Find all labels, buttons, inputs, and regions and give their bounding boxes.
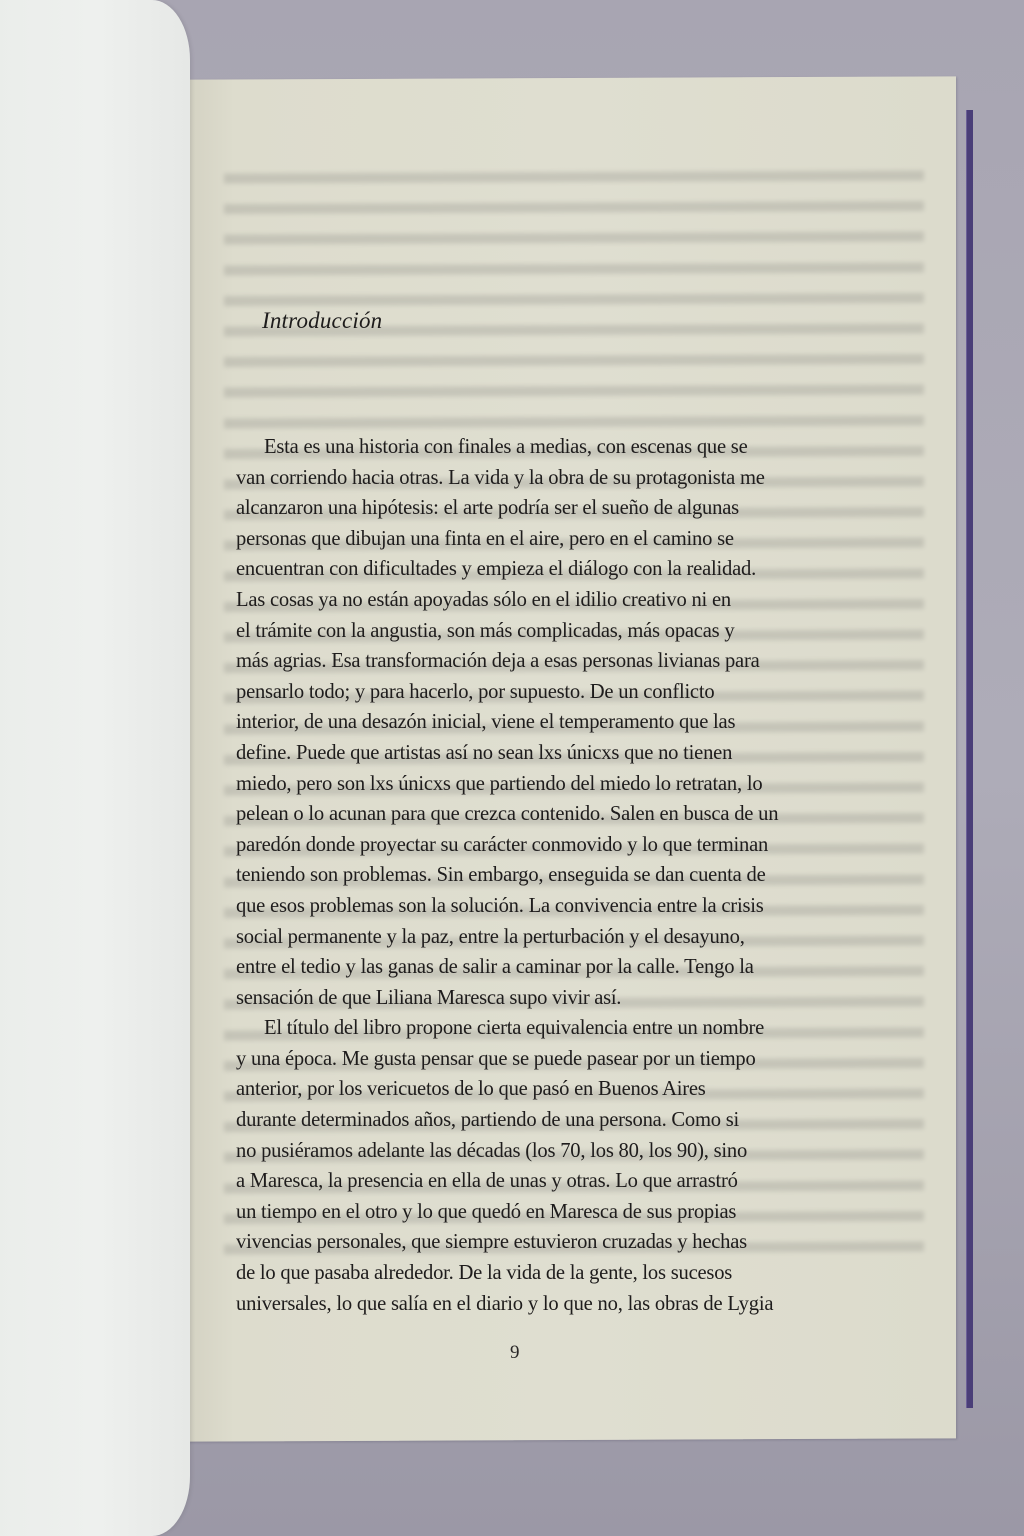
paragraph-1 [236,432,876,1013]
text-line: van corriendo hacia otras. La vida y la obra de su protagonista me [236,466,765,489]
text-line: que esos problemas son la solución. La convivencia entre la crisis [236,894,764,917]
text-line: más agrias. Esa transformación deja a esas personas livianas para [236,650,760,673]
page-number: 9 [510,1342,520,1363]
text-line: no pusiéramos adelante las décadas (los 70, los 80, los 90), sino [236,1139,748,1162]
text-line: define. Puede que artistas así no sean lxs únicxs que no tienen [236,741,733,764]
body-text [236,432,876,1319]
text-line: encuentran con dificultades y empieza el diálogo con la realidad. [236,558,757,581]
text-line: vivencias personales, que siempre estuvieron cruzadas y hechas [236,1231,747,1254]
text-line: miedo, pero son lxs únicxs que partiendo del miedo lo retratan, lo [236,772,763,795]
text-line: a Maresca, la presencia en ella de unas y otras. Lo que arrastró [236,1170,738,1193]
paragraph-2 [236,1013,876,1319]
text-line: pelean o lo acunan para que crezca contenido. Salen en busca de un [236,803,779,826]
text-line: personas que dibujan una finta en el aire, pero en el camino se [236,527,734,550]
text-line: Las cosas ya no están apoyadas sólo en el idilio creativo ni en [236,588,731,611]
text-line: un tiempo en el otro y lo que quedó en Maresca de sus propias [236,1200,737,1223]
text-line: el trámite con la angustia, son más complicadas, más opacas y [236,619,735,642]
text-line: y una época. Me gusta pensar que se puede pasear por un tiempo [236,1047,756,1070]
text-line: interior, de una desazón inicial, viene el temperamento que las [236,711,736,734]
text-line: universales, lo que salía en el diario y lo que no, las obras de Lygia [236,1292,774,1315]
text-line: pensarlo todo; y para hacerlo, por supuesto. De un conflicto [236,680,715,703]
text-line: paredón donde proyectar su carácter conmovido y lo que terminan [236,833,769,856]
text-line: sensación de que Liliana Maresca supo vivir así. [236,986,622,1009]
text-line: anterior, por los vericuetos de lo que pasó en Buenos Aires [236,1078,706,1101]
text-line: de lo que pasaba alrededor. De la vida de la gente, los sucesos [236,1262,733,1285]
chapter-heading: Introducción [262,308,383,333]
facing-page-curl [0,0,190,1536]
book-cover-edge [966,110,973,1408]
text-line: social permanente y la paz, entre la perturbación y el desayuno, [236,925,745,948]
text-line: entre el tedio y las ganas de salir a caminar por la calle. Tengo la [236,956,754,979]
text-line: durante determinados años, partiendo de una persona. Como si [236,1109,739,1132]
text-line: teniendo son problemas. Sin embargo, enseguida se dan cuenta de [236,864,766,887]
text-line: alcanzaron una hipótesis: el arte podría ser el sueño de algunas [236,497,739,520]
text-line: Esta es una historia con finales a medias, con escenas que se [264,436,748,458]
text-line: El título del libro propone cierta equivalencia entre un nombre [264,1017,765,1040]
